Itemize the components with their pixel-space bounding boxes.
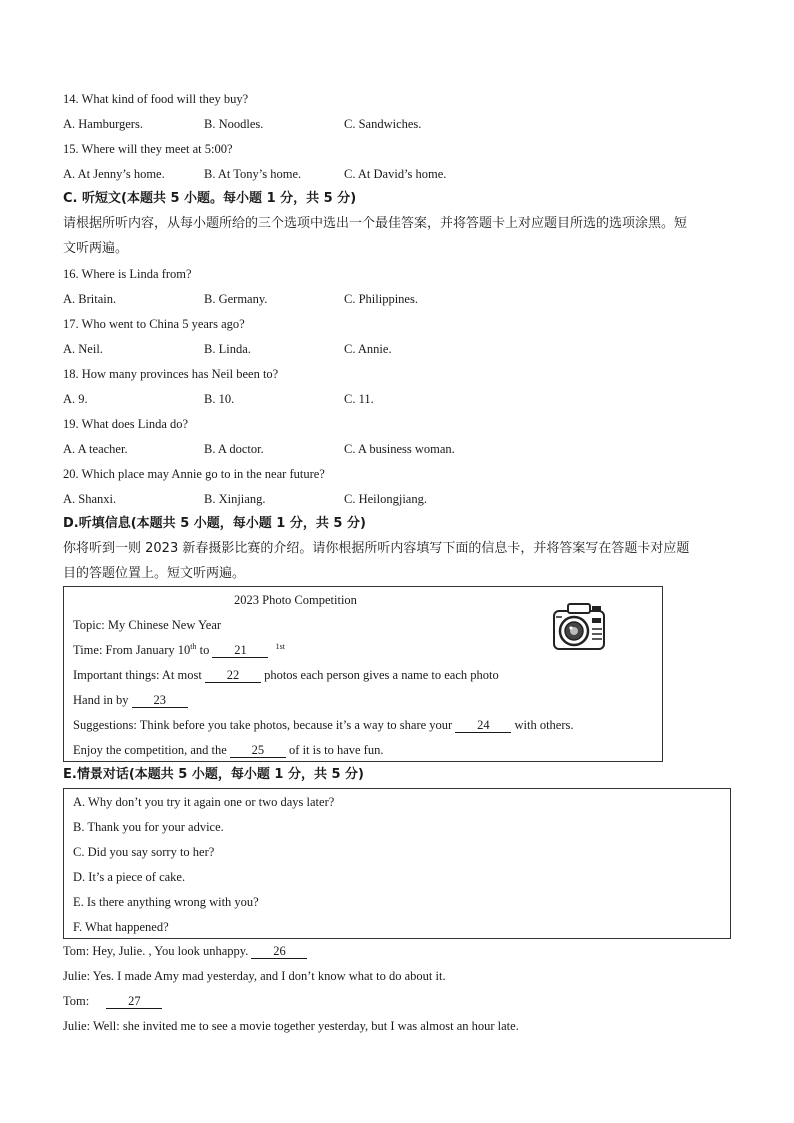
answer-blank-26[interactable]: 26 — [251, 944, 307, 959]
question-15: 15. Where will they meet at 5:00? — [63, 142, 233, 156]
q15-option-c: C. At David’s home. — [344, 167, 447, 181]
q18-option-b: B. 10. — [204, 392, 235, 406]
q17-option-a: A. Neil. — [63, 342, 103, 356]
info-card-topic: Topic: My Chinese New Year — [73, 618, 222, 632]
q20-option-c: C. Heilongjiang. — [344, 492, 427, 506]
dialogue-line-3: Tom: 27 — [63, 992, 162, 1010]
section-c-heading: C. 听短文(本题共 5 小题。每小题 1 分，共 5 分) — [63, 191, 357, 206]
info-card-title: 2023 Photo Competition — [234, 593, 357, 607]
answer-blank-21[interactable]: 21 — [212, 643, 268, 658]
info-card-enjoy: Enjoy the competition, and the 25 of it is to have fun. — [73, 743, 384, 757]
info-card-important: Important things: At most 22 photos each person gives a name to each photo — [73, 668, 499, 682]
q19-option-b: B. A doctor. — [204, 442, 264, 456]
q15-option-a: A. At Jenny’s home. — [63, 167, 165, 181]
camera-icon — [548, 597, 610, 663]
q14-option-a: A. Hamburgers. — [63, 117, 143, 131]
q19-option-a: A. A teacher. — [63, 442, 128, 456]
dialogue-options-box — [63, 788, 731, 939]
dialogue-line-2: Julie: Yes. I made Amy mad yesterday, and I don’t know what to do about it. — [63, 969, 446, 983]
question-20: 20. Which place may Annie go to in the near future? — [63, 467, 325, 481]
section-c-instruction-1: 请根据所听内容，从每小题所给的三个选项中选出一个最佳答案，并将答题卡上对应题目所选的选项涂黑。短 — [63, 216, 688, 231]
section-c-instruction-2: 文听两遍。 — [63, 241, 129, 256]
info-card — [63, 586, 663, 762]
q14-option-c: C. Sandwiches. — [344, 117, 422, 131]
info-card-hand-in: Hand in by 23 — [73, 691, 188, 709]
time-suffix-st: 1st — [275, 641, 285, 651]
info-card-time: Time: From January 10th to 21 $^{1st}$ — [73, 641, 285, 657]
question-16: 16. Where is Linda from? — [63, 267, 192, 281]
dialogue-option-c: C. Did you say sorry to her? — [73, 845, 215, 859]
q14-option-b: B. Noodles. — [204, 117, 264, 131]
question-17: 17. Who went to China 5 years ago? — [63, 317, 245, 331]
q20-option-b: B. Xinjiang. — [204, 492, 266, 506]
dialogue-line-1: Tom: Hey, Julie. , You look unhappy. 26 — [63, 942, 307, 960]
answer-blank-22[interactable]: 22 — [205, 668, 261, 683]
question-14: 14. What kind of food will they buy? — [63, 92, 249, 106]
q16-option-b: B. Germany. — [204, 292, 268, 306]
answer-blank-23[interactable]: 23 — [132, 693, 188, 708]
dialogue-option-e: E. Is there anything wrong with you? — [73, 895, 259, 909]
answer-blank-25[interactable]: 25 — [230, 743, 286, 758]
q17-option-c: C. Annie. — [344, 342, 392, 356]
q20-option-a: A. Shanxi. — [63, 492, 117, 506]
section-d-heading: D.听填信息(本题共 5 小题，每小题 1 分，共 5 分) — [63, 516, 366, 531]
dialogue-option-d: D. It’s a piece of cake. — [73, 870, 186, 884]
q17-option-b: B. Linda. — [204, 342, 251, 356]
dialogue-option-a: A. Why don’t you try it again one or two days later? — [73, 795, 335, 809]
q15-option-b: B. At Tony’s home. — [204, 167, 302, 181]
question-19: 19. What does Linda do? — [63, 417, 189, 431]
q16-option-c: C. Philippines. — [344, 292, 418, 306]
q18-option-c: C. 11. — [344, 392, 374, 406]
answer-blank-27[interactable]: 27 — [106, 994, 162, 1009]
section-d-instruction-1: 你将听到一则 2023 新春摄影比赛的介绍。请你根据所听内容填写下面的信息卡，并将答案写在答题卡对应题 — [63, 541, 690, 556]
section-e-heading: E.情景对话(本题共 5 小题，每小题 1 分，共 5 分) — [63, 767, 364, 782]
info-card-suggestions: Suggestions: Think before you take photos, because it’s a way to share your 24 with others. — [73, 718, 574, 732]
dialogue-option-b: B. Thank you for your advice. — [73, 820, 224, 834]
dialogue-line-4: Julie: Well: she invited me to see a movie together yesterday, but I was almost an hour late. — [63, 1019, 519, 1033]
dialogue-option-f: F. What happened? — [73, 920, 169, 934]
section-d-instruction-2: 目的答题位置上。短文听两遍。 — [63, 566, 246, 581]
q18-option-a: A. 9. — [63, 392, 88, 406]
q16-option-a: A. Britain. — [63, 292, 117, 306]
time-suffix-th: th — [190, 641, 197, 651]
q19-option-c: C. A business woman. — [344, 442, 455, 456]
answer-blank-24[interactable]: 24 — [455, 718, 511, 733]
question-18: 18. How many provinces has Neil been to? — [63, 367, 279, 381]
